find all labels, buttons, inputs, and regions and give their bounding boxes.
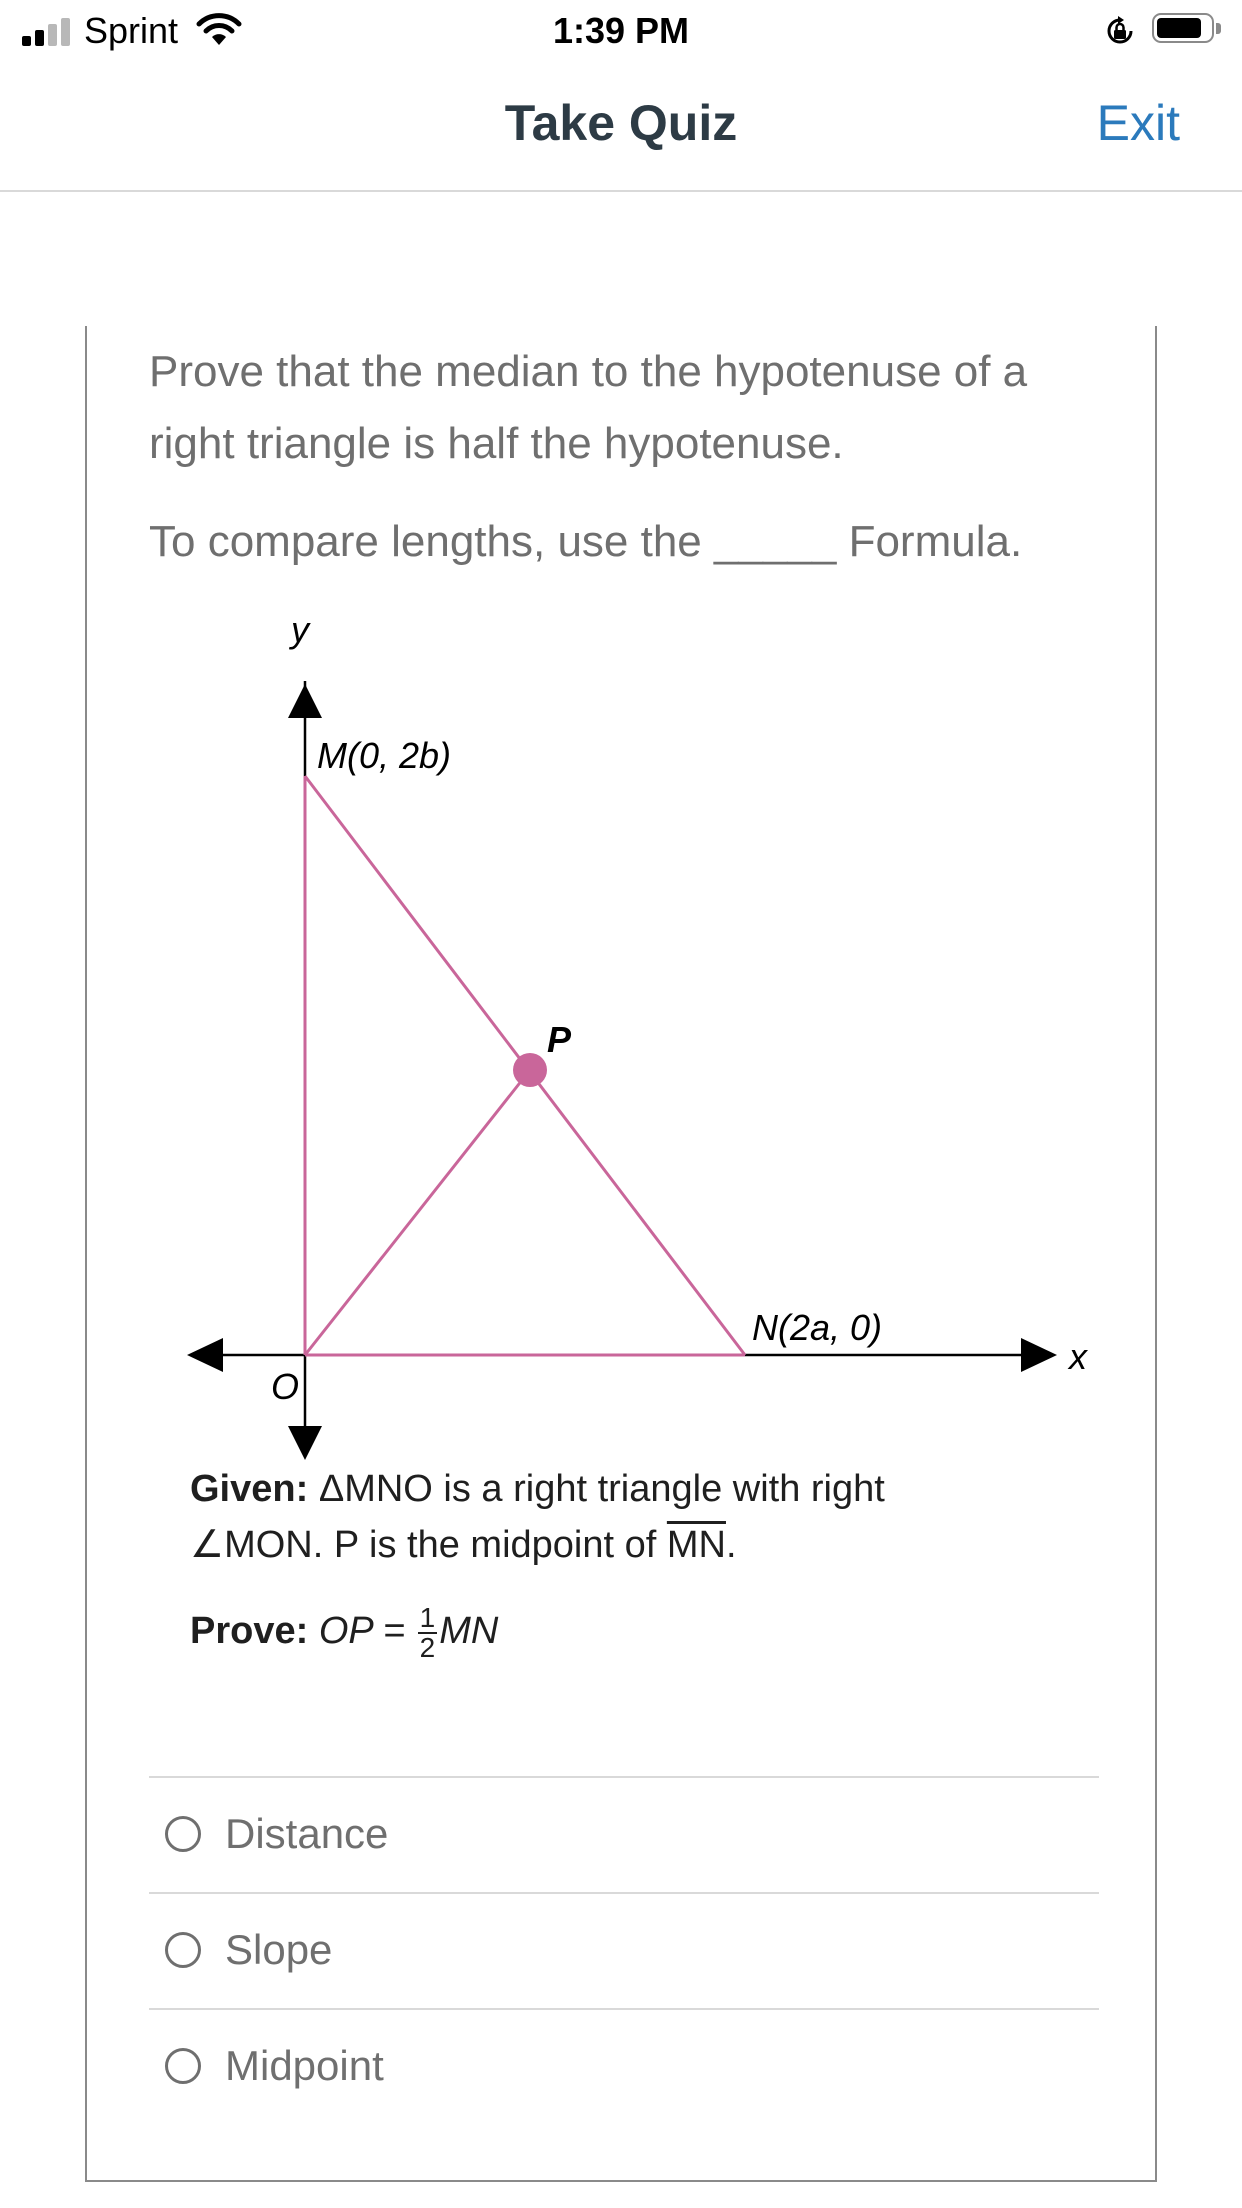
question-prompt: Prove that the median to the hypotenuse of a right triangle is half the hypotenuse. [149,347,1028,468]
fraction-denominator: 2 [419,1632,436,1663]
exit-button[interactable]: Exit [1096,95,1180,151]
status-bar [0,0,1242,62]
x-axis-label: x [1069,1336,1087,1377]
segment-mn-label: $\overline{MN}$ [666,1524,726,1566]
carrier-name: Sprint [84,10,179,51]
point-p-label: P [547,1019,572,1060]
option-label: Slope [225,1926,333,1973]
y-axis-up-arrow [288,684,322,718]
prove-lhs: OP = [318,1610,406,1653]
prove-label: Prove: [190,1610,309,1653]
radio-button[interactable] [165,1932,201,1968]
radio-button[interactable] [165,2048,201,2084]
point-m-label: M(0, 2b) [317,735,452,776]
prove-statement [190,1604,498,1662]
given-label: Given: [190,1468,309,1510]
given-text-3: . [725,1524,737,1566]
option-slope[interactable] [149,1892,1099,2008]
option-midpoint[interactable] [149,2008,1099,2124]
battery-icon [1152,13,1222,47]
x-axis-left-arrow [187,1338,223,1372]
point-n-label: N(2a, 0) [752,1307,883,1348]
y-axis-label: y [291,609,309,650]
segment-op [305,1070,530,1355]
x-axis-right-arrow [1021,1338,1057,1372]
status-time: 1:39 PM [552,10,690,51]
option-distance[interactable] [149,1776,1099,1892]
answer-options [149,1776,1099,2124]
quiz-question-card [85,326,1157,2182]
coordinate-diagram [87,326,1159,1486]
question-instruction: To compare lengths, use the _____ Formula. [149,517,1023,566]
orientation-lock-icon [1104,15,1136,47]
given-text-1: ΔMNO is a right triangle with right [318,1468,885,1510]
origin-label: O [271,1366,300,1407]
nav-bar [0,62,1242,192]
midpoint-p-dot [513,1053,547,1087]
geometry-figure [87,326,1159,1676]
y-axis-down-arrow [288,1426,322,1460]
given-statement-line2 [190,1522,737,1567]
radio-button[interactable] [165,1816,201,1852]
option-label: Midpoint [225,2042,384,2089]
given-statement-line1 [190,1468,885,1511]
page-title: Take Quiz [504,95,738,151]
one-half-fraction [418,1604,438,1662]
given-text-2: ∠MON. P is the midpoint of [190,1524,667,1566]
prove-rhs: MN [439,1610,499,1653]
fraction-numerator: 1 [419,1602,436,1633]
option-label: Distance [225,1810,389,1857]
